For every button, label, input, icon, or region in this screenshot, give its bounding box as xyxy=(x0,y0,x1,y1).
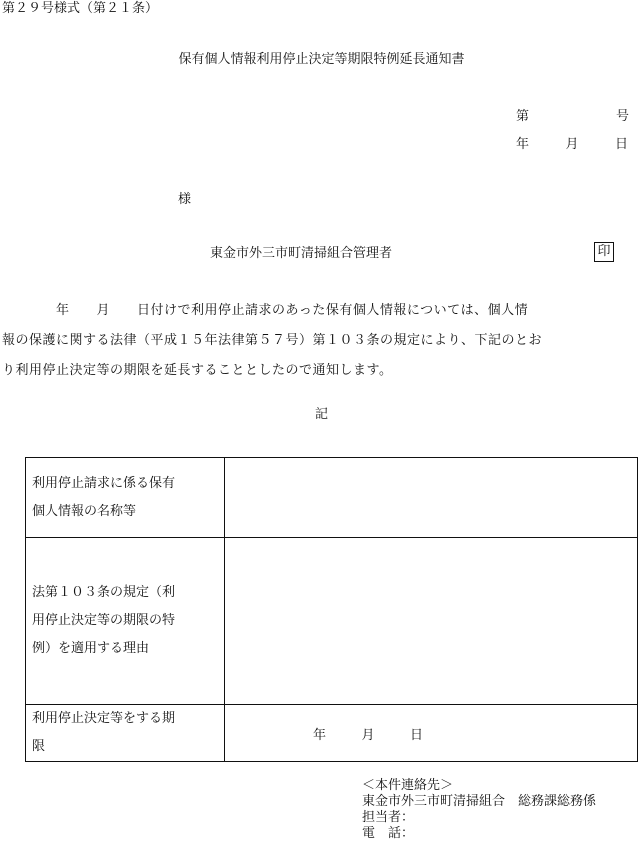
deadline-month: 月 xyxy=(361,727,375,743)
label-line: 個人情報の名称等 xyxy=(32,503,137,519)
reference-number-suffix: 号 xyxy=(616,109,630,124)
issue-date-year: 年 xyxy=(516,137,530,152)
seal-mark: 印 xyxy=(594,242,614,262)
personal-info-name-label xyxy=(26,458,225,538)
deadline-year: 年 xyxy=(313,727,327,743)
reference-number-prefix: 第 xyxy=(516,109,530,124)
form-number: 第２９号様式（第２１条） xyxy=(2,1,159,16)
label-line: 限 xyxy=(32,739,46,754)
deadline-date xyxy=(313,724,423,743)
addressee-honorific: 様 xyxy=(178,192,192,207)
deadline-value[interactable] xyxy=(225,705,638,762)
issue-date xyxy=(516,138,628,151)
table-row xyxy=(26,538,638,705)
deadline-label xyxy=(26,705,225,762)
body-line-1: 年 月 日付けで利用停止請求のあった保有個人情報については、個人情 xyxy=(2,303,529,318)
contact-organization: 東金市外三市町清掃組合 総務課総務係 xyxy=(362,794,597,809)
extension-reason-value[interactable] xyxy=(225,538,638,705)
deadline-day: 日 xyxy=(409,727,423,743)
label-line: 用停止決定等の期限の特 xyxy=(32,613,176,628)
label-line: 利用停止請求に係る保有 xyxy=(32,475,176,491)
body-line-3: り利用停止決定等の期限を延長することとしたので通知します。 xyxy=(2,363,393,378)
note-heading: 記 xyxy=(314,407,328,422)
contact-heading: ＜本件連絡先＞ xyxy=(362,778,454,793)
label-line: 例）を適用する理由 xyxy=(32,641,150,656)
body-line-2: 報の保護に関する法律（平成１５年法律第５７号）第１０３条の規定により、下記のとお xyxy=(2,333,543,348)
table-row xyxy=(26,705,638,762)
label-line: 利用停止決定等をする期 xyxy=(32,711,176,726)
label-line: 法第１０３条の規定（利 xyxy=(32,585,176,600)
issue-date-month: 月 xyxy=(565,137,579,152)
notice-body xyxy=(2,296,643,386)
document-title: 保有個人情報利用停止決定等期限特例延長通知書 xyxy=(178,52,465,67)
contact-person-label: 担当者： xyxy=(362,810,415,825)
details-table xyxy=(25,457,638,762)
personal-info-name-value[interactable] xyxy=(225,458,638,538)
issue-date-day: 日 xyxy=(614,137,628,152)
contact-block xyxy=(362,778,596,842)
extension-reason-label xyxy=(26,538,225,705)
table-row xyxy=(26,458,638,538)
contact-phone-label: 電 話： xyxy=(362,826,415,841)
issuer-name: 東金市外三市町清掃組合管理者 xyxy=(210,246,393,261)
